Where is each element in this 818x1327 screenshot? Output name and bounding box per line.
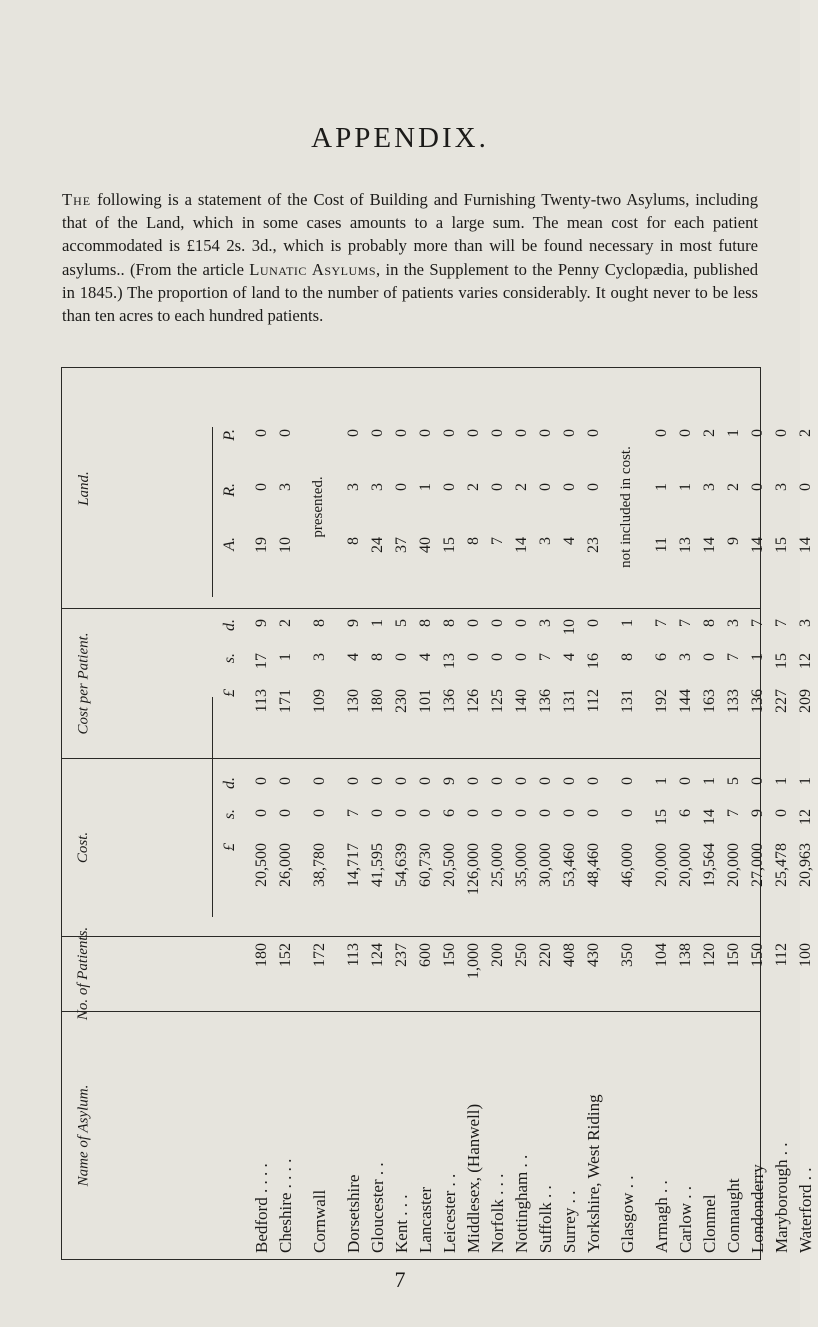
cost-value: 35,000 <box>513 843 530 887</box>
cost-value: 41,595 <box>369 843 386 887</box>
cost-value: 0 <box>345 777 362 785</box>
cost-per-patient-value: 136 <box>749 689 766 713</box>
cost-value: 0 <box>677 777 694 785</box>
cost-value: 30,000 <box>537 843 554 887</box>
land-unit-header: A. <box>221 537 238 551</box>
land-value: 0 <box>393 483 410 491</box>
cost-value: 60,730 <box>417 843 434 887</box>
land-value: 14 <box>797 537 814 553</box>
cost-value: 0 <box>489 777 506 785</box>
land-value: 1 <box>725 429 742 437</box>
cost-per-patient-value: 3 <box>537 619 554 627</box>
land-value: 0 <box>417 429 434 437</box>
cost-value: 15 <box>653 809 670 825</box>
cost-value: 19,564 <box>701 843 718 887</box>
cost-value: 20,000 <box>653 843 670 887</box>
land-value: 2 <box>725 483 742 491</box>
patients-count: 250 <box>513 943 530 967</box>
cost-per-patient-value: 7 <box>653 619 670 627</box>
cost-per-patient-value: 5 <box>393 619 410 627</box>
land-value: 3 <box>277 483 294 491</box>
cost-value: 1 <box>653 777 670 785</box>
cost-per-patient-value: 125 <box>489 689 506 713</box>
asylum-name: Nottingham . . <box>512 1154 531 1253</box>
cost-per-section-label: Cost per Patient. <box>75 631 92 735</box>
cost-per-patient-value: 4 <box>561 653 578 661</box>
cost-per-patient-value: 3 <box>311 653 328 661</box>
rotated-table-body <box>100 366 815 1257</box>
land-value: 0 <box>441 483 458 491</box>
patients-count: 113 <box>345 943 362 967</box>
cost-value: 0 <box>513 777 530 785</box>
land-value: 15 <box>773 537 790 553</box>
cost-per-patient-value: 0 <box>489 619 506 627</box>
cost-per-patient-value: 192 <box>653 689 670 713</box>
cost-per-patient-value: 1 <box>749 653 766 661</box>
cost-value: 20,000 <box>677 843 694 887</box>
land-unit-header: P. <box>221 429 238 441</box>
cost-value: 0 <box>253 809 270 817</box>
cost-value: 0 <box>277 777 294 785</box>
cost-per-patient-value: 16 <box>585 653 602 669</box>
land-value: 0 <box>393 429 410 437</box>
cost-value: 6 <box>441 809 458 817</box>
patients-count: 350 <box>619 943 636 967</box>
cost-per-patient-value: 140 <box>513 689 530 713</box>
land-value: 1 <box>653 483 670 491</box>
cost-value: 0 <box>253 777 270 785</box>
cost-per-patient-value: 0 <box>701 653 718 661</box>
cost-per-patient-value: 112 <box>585 689 602 713</box>
cost-value: 7 <box>345 809 362 817</box>
cost-value: 0 <box>465 777 482 785</box>
cost-value: 12 <box>797 809 814 825</box>
asylum-name: Armagh . . <box>652 1180 671 1253</box>
patients-count: 120 <box>701 943 718 967</box>
intro-lead: The <box>62 190 92 209</box>
patients-count: 180 <box>253 943 270 967</box>
land-value: 9 <box>725 537 742 545</box>
asylum-name: Waterford . . <box>796 1167 815 1253</box>
land-value: 14 <box>701 537 718 553</box>
patients-count: 138 <box>677 943 694 967</box>
cost-value: 0 <box>561 809 578 817</box>
cost-value: 0 <box>749 777 766 785</box>
cost-value: 7 <box>725 809 742 817</box>
land-value: 0 <box>585 483 602 491</box>
land-value: 1 <box>417 483 434 491</box>
cost-value: 0 <box>369 809 386 817</box>
patients-count: 220 <box>537 943 554 967</box>
patients-count: 430 <box>585 943 602 967</box>
cost-value: 0 <box>393 777 410 785</box>
patients-count: 100 <box>797 943 814 967</box>
patients-section-label: No. of Patients. <box>75 926 92 1021</box>
cost-per-patient-value: 3 <box>677 653 694 661</box>
cost-value: 0 <box>585 809 602 817</box>
patients-count: 200 <box>489 943 506 967</box>
cost-per-patient-value: 0 <box>465 653 482 661</box>
cost-per-patient-value: 8 <box>369 653 386 661</box>
cost-value: 0 <box>773 809 790 817</box>
cost-per-patient-value: 131 <box>561 689 578 713</box>
patients-count: 124 <box>369 943 386 967</box>
land-value: 3 <box>537 537 554 545</box>
name-section-label: Name of Asylum. <box>75 1084 92 1186</box>
land-value: 24 <box>369 537 386 553</box>
cost-value: 53,460 <box>561 843 578 887</box>
land-value: 8 <box>465 537 482 545</box>
cost-per-patient-value: 130 <box>345 689 362 713</box>
patients-count: 237 <box>393 943 410 967</box>
cost-per-patient-value: 2 <box>277 619 294 627</box>
cost-value: 20,500 <box>441 843 458 887</box>
cost-per-patient-value: 7 <box>537 653 554 661</box>
land-value: 2 <box>797 429 814 437</box>
land-value: 2 <box>701 429 718 437</box>
land-note-presented: presented. <box>310 476 326 538</box>
cost-per-patient-value: 8 <box>701 619 718 627</box>
patients-count: 600 <box>417 943 434 967</box>
cost-value: 1 <box>773 777 790 785</box>
cost-per-patient-value: 3 <box>797 619 814 627</box>
cost-value: 0 <box>619 777 636 785</box>
land-value: 0 <box>489 429 506 437</box>
patients-count: 150 <box>749 943 766 967</box>
cost-value: 25,000 <box>489 843 506 887</box>
land-value: 3 <box>369 483 386 491</box>
cost-value: 0 <box>311 777 328 785</box>
cost-per-patient-value: 15 <box>773 653 790 669</box>
cost-per-patient-value: 0 <box>585 619 602 627</box>
cost-per-patient-value: 1 <box>277 653 294 661</box>
asylum-name: Londonderry <box>748 1164 767 1253</box>
cost-value: 20,000 <box>725 843 742 887</box>
cost-value: 5 <box>725 777 742 785</box>
cost-per-patient-value: 8 <box>417 619 434 627</box>
cost-value: 0 <box>417 809 434 817</box>
land-value: 0 <box>537 483 554 491</box>
land-value: 0 <box>537 429 554 437</box>
land-value: 0 <box>513 429 530 437</box>
patients-count: 104 <box>653 943 670 967</box>
cost-value: 0 <box>561 777 578 785</box>
cost-per-patient-value: 0 <box>393 653 410 661</box>
asylum-name: Kent . . . <box>392 1194 411 1253</box>
cost-value: 38,780 <box>311 843 328 887</box>
patients-count: 150 <box>441 943 458 967</box>
cost-per-patient-value: 7 <box>677 619 694 627</box>
land-value: 0 <box>253 429 270 437</box>
cost-per-patient-value: 13 <box>441 653 458 669</box>
cost-value: 0 <box>585 777 602 785</box>
asylum-name: Yorkshire, West Riding <box>584 1094 603 1253</box>
cost-per-patient-value: 1 <box>369 619 386 627</box>
land-value: 0 <box>797 483 814 491</box>
land-value: 0 <box>561 429 578 437</box>
cost-per-patient-value: 0 <box>513 653 530 661</box>
land-header-brace <box>212 427 213 597</box>
asylum-cost-table <box>61 367 815 1260</box>
asylum-name: Cheshire . . . . <box>276 1158 295 1253</box>
cost-value: 0 <box>417 777 434 785</box>
asylum-name: Clonmel <box>700 1194 719 1253</box>
page-heading: APPENDIX. <box>311 122 489 154</box>
cost-value: 126,000 <box>465 843 482 895</box>
asylum-name: Connaught <box>724 1178 743 1253</box>
cost-per-patient-value: 12 <box>797 653 814 669</box>
land-value: 0 <box>441 429 458 437</box>
cost-value: 0 <box>489 809 506 817</box>
cost-per-patient-value: 17 <box>253 653 270 669</box>
land-value: 0 <box>465 429 482 437</box>
cost-unit-header: £ <box>221 843 238 851</box>
cost-per-patient-value: 113 <box>253 689 270 713</box>
land-value: 1 <box>677 483 694 491</box>
asylum-name: Lancaster <box>416 1186 435 1253</box>
land-value: 11 <box>653 537 670 553</box>
cost-per-patient-value: 230 <box>393 689 410 713</box>
land-value: 0 <box>653 429 670 437</box>
land-value: 13 <box>677 537 694 553</box>
patients-count: 112 <box>773 943 790 967</box>
land-value: 2 <box>465 483 482 491</box>
land-value: 0 <box>369 429 386 437</box>
patients-count: 1,000 <box>465 943 482 979</box>
cost-value: 25,478 <box>773 843 790 887</box>
cost-per-patient-value: 136 <box>537 689 554 713</box>
land-value: 10 <box>277 537 294 553</box>
cost-per-patient-value: 6 <box>653 653 670 661</box>
cost-value: 20,500 <box>253 843 270 887</box>
cost-value: 0 <box>277 809 294 817</box>
land-value: 8 <box>345 537 362 545</box>
land-value: 37 <box>393 537 410 553</box>
cost-per-patient-value: 4 <box>417 653 434 661</box>
cost-per-patient-value: 4 <box>345 653 362 661</box>
cost-value: 6 <box>677 809 694 817</box>
land-section-label: Land. <box>75 470 92 506</box>
intro-article-title: Lunatic Asylums <box>249 259 377 279</box>
cost-value: 14 <box>701 809 718 825</box>
cost-per-patient-value: 1 <box>619 619 636 627</box>
cost-per-patient-value: 0 <box>465 619 482 627</box>
cost-value: 1 <box>701 777 718 785</box>
land-note-not-included: not included in cost. <box>618 446 634 568</box>
cost-value: 0 <box>465 809 482 817</box>
cost-value: 0 <box>393 809 410 817</box>
land-value: 0 <box>585 429 602 437</box>
cost-header-brace <box>212 697 213 917</box>
cost-value: 1 <box>797 777 814 785</box>
cost-value: 9 <box>441 777 458 785</box>
land-value: 0 <box>277 429 294 437</box>
cost-value: 0 <box>619 809 636 817</box>
cost-per-patient-value: 126 <box>465 689 482 713</box>
cost-value: 48,460 <box>585 843 602 887</box>
land-value: 2 <box>513 483 530 491</box>
asylum-name: Maryborough . . <box>772 1142 791 1253</box>
cost-per-patient-value: 171 <box>277 689 294 713</box>
land-value: 3 <box>773 483 790 491</box>
patients-count: 408 <box>561 943 578 967</box>
cost-value: 0 <box>537 809 554 817</box>
cost-per-patient-value: 109 <box>311 689 328 713</box>
cost-section-label: Cost. <box>75 831 92 863</box>
land-value: 0 <box>345 429 362 437</box>
cost-per-patient-value: 209 <box>797 689 814 713</box>
asylum-name: Glasgow . . <box>618 1175 637 1253</box>
cost-per-patient-value: 7 <box>725 653 742 661</box>
land-value: 0 <box>749 483 766 491</box>
cost-per-patient-value: 0 <box>489 653 506 661</box>
land-value: 3 <box>701 483 718 491</box>
cost-value: 14,717 <box>345 843 362 887</box>
cost-per-patient-value: 180 <box>369 689 386 713</box>
asylum-name: Dorsetshire <box>344 1174 363 1253</box>
patients-count: 150 <box>725 943 742 967</box>
cost-value: 27,000 <box>749 843 766 887</box>
cost-value: 26,000 <box>277 843 294 887</box>
cost-per-patient-value: 0 <box>513 619 530 627</box>
asylum-name: Middlesex, (Hanwell) <box>464 1103 483 1253</box>
cost-per-patient-value: 10 <box>561 619 578 635</box>
intro-paragraph <box>62 188 758 327</box>
cost-per-unit-header: £ <box>221 689 238 697</box>
land-value: 0 <box>253 483 270 491</box>
cost-per-patient-value: 8 <box>441 619 458 627</box>
cost-per-patient-value: 3 <box>725 619 742 627</box>
cost-per-patient-value: 8 <box>619 653 636 661</box>
page-number: 7 <box>394 1267 406 1292</box>
cost-value: 54,639 <box>393 843 410 887</box>
asylum-name: Suffolk . . <box>536 1185 555 1253</box>
cost-per-patient-value: 163 <box>701 689 718 713</box>
land-value: 14 <box>749 537 766 553</box>
patients-count: 172 <box>311 943 328 967</box>
land-value: 0 <box>561 483 578 491</box>
cost-per-patient-value: 136 <box>441 689 458 713</box>
cost-per-patient-value: 7 <box>773 619 790 627</box>
cost-unit-header: s. <box>221 809 238 820</box>
cost-unit-header: d. <box>221 777 238 789</box>
land-value: 0 <box>749 429 766 437</box>
land-value: 0 <box>677 429 694 437</box>
land-value: 14 <box>513 537 530 553</box>
land-value: 15 <box>441 537 458 553</box>
cost-per-unit-header: d. <box>221 619 238 631</box>
cost-per-unit-header: s. <box>221 653 238 664</box>
land-value: 40 <box>417 537 434 553</box>
cost-per-patient-value: 227 <box>773 689 790 713</box>
cost-value: 9 <box>749 809 766 817</box>
cost-value: 20,963 <box>797 843 814 887</box>
cost-per-patient-value: 133 <box>725 689 742 713</box>
land-value: 0 <box>489 483 506 491</box>
asylum-name: Bedford . . . . <box>252 1163 271 1253</box>
land-value: 19 <box>253 537 270 553</box>
cost-value: 0 <box>537 777 554 785</box>
cost-value: 46,000 <box>619 843 636 887</box>
asylum-name: Surrey . . <box>560 1190 579 1253</box>
asylum-name: Carlow . . <box>676 1185 695 1253</box>
cost-value: 0 <box>513 809 530 817</box>
land-value: 0 <box>773 429 790 437</box>
cost-per-patient-value: 101 <box>417 689 434 713</box>
cost-per-patient-value: 8 <box>311 619 328 627</box>
land-value: 23 <box>585 537 602 553</box>
cost-per-patient-value: 7 <box>749 619 766 627</box>
patients-count: 152 <box>277 943 294 967</box>
cost-per-patient-value: 9 <box>345 619 362 627</box>
land-value: 3 <box>345 483 362 491</box>
asylum-name: Gloucester . . <box>368 1162 387 1253</box>
cost-per-patient-value: 131 <box>619 689 636 713</box>
cost-per-patient-value: 9 <box>253 619 270 627</box>
intro-text-a: following is a statement of the Cost of Building and Furnishing Twenty-two Asylums, including that of the Land, which in some cases amounts to a large sum. The mean cost for each patient accommodated is £154 2s. 3d., which is probably more than will be found necessary in most future asylums.. (From the article <box>62 190 758 279</box>
cost-value: 0 <box>311 809 328 817</box>
land-value: 4 <box>561 537 578 545</box>
asylum-name: Cornwall <box>310 1189 329 1253</box>
intro-text-b: , in the Supplement to the Penny Cyclopædia, published in 1845.) The proportion of land to the number of patients varies considerably. It ought never to be less than ten acres to each hundred patients. <box>62 259 758 326</box>
asylum-name: Leicester . . <box>440 1173 459 1253</box>
cost-value: 0 <box>369 777 386 785</box>
land-unit-header: R. <box>221 483 238 497</box>
land-value: 7 <box>489 537 506 545</box>
cost-per-patient-value: 144 <box>677 689 694 713</box>
asylum-name: Norfolk . . . <box>488 1173 507 1253</box>
